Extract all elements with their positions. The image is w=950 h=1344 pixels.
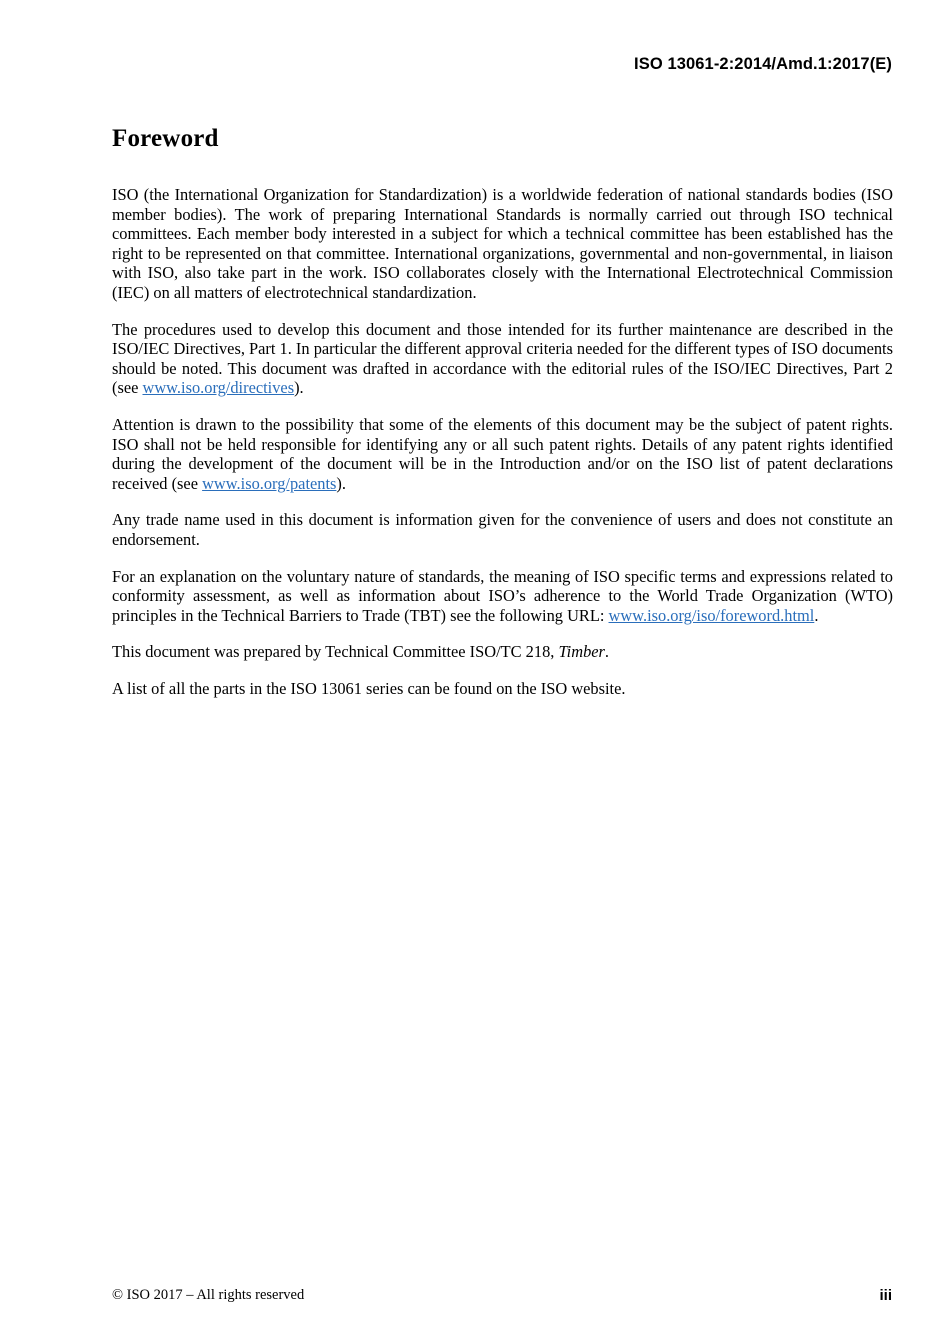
paragraph-technical-committee [112,642,893,662]
paragraph-voluntary-nature [112,567,893,626]
paragraph-voluntary-nature-text-after: . [814,605,819,625]
footer-copyright: © ISO 2017 – All rights reserved [112,1287,305,1303]
paragraph-technical-committee-text-after: . [604,642,610,662]
link-iso-foreword[interactable]: www.iso.org/iso/foreword.html [608,605,815,625]
link-iso-patents[interactable]: www.iso.org/patents [202,473,337,493]
footer-page-number: iii [879,1287,892,1304]
paragraph-procedures-text-after: ). [294,378,304,398]
paragraph-iso-description: ISO (the International Organization for Standardization) is a worldwide federation of national standards bodies (ISO member bodies). The work of preparing International Standards is normally carried out through ISO technical committees. Each member body interested in a subject for which a technical committee has been established has the right to be represented on that committee. International organizations, governmental and non-governmental, in liaison with ISO, also take part in the work. ISO collaborates closely with the International Electrotechnical Commission (IEC) on all matters of electrotechnical standardization. [112,185,893,302]
paragraph-procedures [112,320,893,398]
committee-scope-italic: Timber [558,642,605,662]
paragraph-parts-list: A list of all the parts in the ISO 13061 series can be found on the ISO website. [112,678,626,698]
paragraph-patent-rights-text-before: Attention is drawn to the possibility that some of the elements of this document may be the subject of patent rights. ISO shall not be held responsible for identifying any or all such patent rights. Details of any patent rights identified during the development of the document will be in the Introduction and/or on the ISO list of patent declarations received (see [112,414,893,493]
paragraph-procedures-text-before: The procedures used to develop this document and those intended for its further maintenance are described in the ISO/IEC Directives, Part 1. In particular the different approval criteria needed for the different types of ISO documents should be noted. This document was drafted in accordance with the editorial rules of the ISO/IEC Directives, Part 2 (see [112,319,893,398]
link-iso-directives[interactable]: www.iso.org/directives [142,378,295,398]
paragraph-patent-rights [112,415,893,493]
paragraph-patent-rights-text-after: ). [336,473,346,493]
paragraph-technical-committee-text-before: This document was prepared by Technical Committee ISO/TC 218, [112,642,559,662]
page-header-standard-ref: ISO 13061-2:2014/Amd.1:2017(E) [634,55,892,73]
paragraph-trade-name: Any trade name used in this document is information given for the convenience of users and does not constitute an endorsement. [112,510,893,549]
document-body [112,125,893,715]
paragraph-voluntary-nature-text-before: For an explanation on the voluntary nature of standards, the meaning of ISO specific terms and expressions related to conformity assessment, as well as information about ISO’s adherence to the World Trade Organization (WTO) principles in the Technical Barriers to Trade (TBT) see the following URL: [112,566,893,625]
page-title: Foreword [112,125,219,152]
